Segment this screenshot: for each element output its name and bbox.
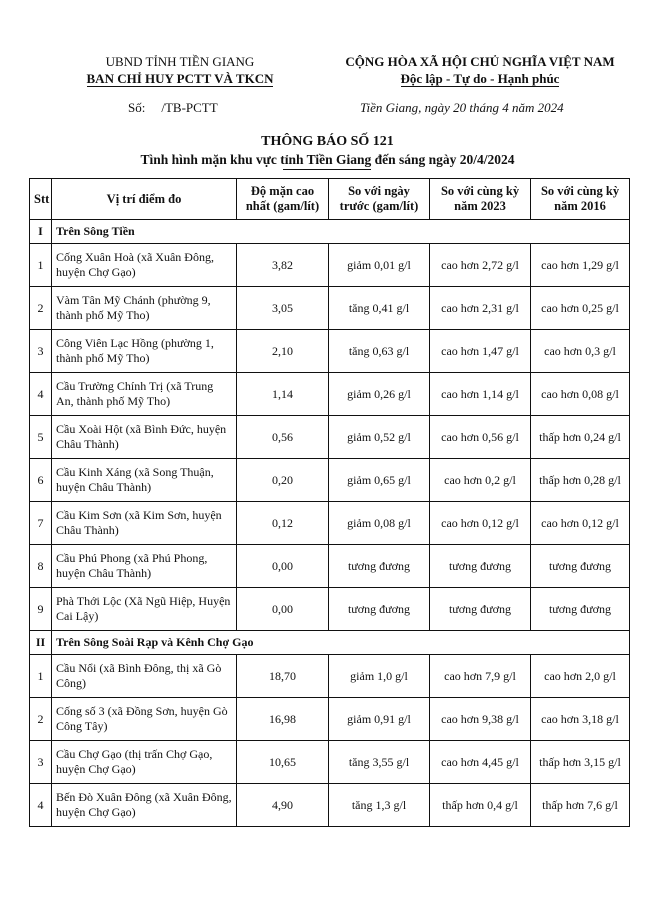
cell-location: Cầu Chợ Gạo (thị trấn Chợ Gạo, huyện Chợ Gạo) bbox=[52, 741, 237, 784]
cell-vs-prev: giảm 0,26 g/l bbox=[329, 373, 430, 416]
cell-salinity: 16,98 bbox=[237, 698, 329, 741]
cell-vs-2023: cao hơn 0,56 g/l bbox=[430, 416, 531, 459]
cell-vs-2016: thấp hơn 3,15 g/l bbox=[531, 741, 630, 784]
cell-location: Phà Thới Lộc (Xã Ngũ Hiệp, Huyện Cai Lậy) bbox=[52, 588, 237, 631]
cell-salinity: 3,82 bbox=[237, 244, 329, 287]
header-stt: Stt bbox=[30, 179, 52, 220]
cell-vs-2023: cao hơn 7,9 g/l bbox=[430, 655, 531, 698]
national-name: CỘNG HÒA XÃ HỘI CHỦ NGHĨA VIỆT NAM bbox=[345, 54, 615, 69]
header-vs-prev: So với ngày trước (gam/lít) bbox=[329, 179, 430, 220]
cell-salinity: 18,70 bbox=[237, 655, 329, 698]
cell-vs-2023: cao hơn 2,31 g/l bbox=[430, 287, 531, 330]
header-location: Vị trí điểm đo bbox=[52, 179, 237, 220]
cell-vs-2023: thấp hơn 0,4 g/l bbox=[430, 784, 531, 827]
table-row bbox=[30, 416, 630, 459]
section-name: Trên Sông Tiền bbox=[52, 220, 630, 244]
cell-stt: 2 bbox=[30, 698, 52, 741]
cell-stt: 2 bbox=[30, 287, 52, 330]
national-motto: Độc lập - Tự do - Hạnh phúc bbox=[400, 71, 560, 86]
cell-location: Cầu Kim Sơn (xã Kim Sơn, huyện Châu Thành) bbox=[52, 502, 237, 545]
cell-vs-prev: tăng 0,41 g/l bbox=[329, 287, 430, 330]
header-vs-2016: So với cùng kỳ năm 2016 bbox=[531, 179, 630, 220]
cell-vs-prev: tăng 0,63 g/l bbox=[329, 330, 430, 373]
cell-vs-2016: thấp hơn 0,24 g/l bbox=[531, 416, 630, 459]
cell-vs-prev: giảm 0,91 g/l bbox=[329, 698, 430, 741]
cell-vs-2023: cao hơn 0,12 g/l bbox=[430, 502, 531, 545]
cell-vs-prev: tăng 3,55 g/l bbox=[329, 741, 430, 784]
document-number bbox=[128, 100, 218, 116]
cell-vs-2016: cao hơn 0,25 g/l bbox=[531, 287, 630, 330]
cell-vs-2023: cao hơn 0,2 g/l bbox=[430, 459, 531, 502]
cell-location: Công Viên Lạc Hồng (phường 1, thành phố Mỹ Tho) bbox=[52, 330, 237, 373]
cell-vs-2016: thấp hơn 7,6 g/l bbox=[531, 784, 630, 827]
cell-vs-2016: cao hơn 3,18 g/l bbox=[531, 698, 630, 741]
table-row bbox=[30, 244, 630, 287]
cell-vs-prev: tăng 1,3 g/l bbox=[329, 784, 430, 827]
cell-vs-2016: cao hơn 2,0 g/l bbox=[531, 655, 630, 698]
cell-vs-prev: tương đương bbox=[329, 588, 430, 631]
org-department: BAN CHỈ HUY PCTT VÀ TKCN bbox=[86, 71, 274, 86]
cell-location: Cống số 3 (xã Đồng Sơn, huyện Gò Công Tây) bbox=[52, 698, 237, 741]
cell-salinity: 0,20 bbox=[237, 459, 329, 502]
cell-vs-2023: tương đương bbox=[430, 588, 531, 631]
table-row bbox=[30, 698, 630, 741]
cell-location: Cầu Nổi (xã Bình Đông, thị xã Gò Công) bbox=[52, 655, 237, 698]
cell-stt: 3 bbox=[30, 330, 52, 373]
table-row bbox=[30, 287, 630, 330]
cell-stt: 5 bbox=[30, 416, 52, 459]
section-row bbox=[30, 631, 630, 655]
cell-stt: 4 bbox=[30, 373, 52, 416]
table-row bbox=[30, 459, 630, 502]
table-row bbox=[30, 502, 630, 545]
cell-vs-2023: cao hơn 9,38 g/l bbox=[430, 698, 531, 741]
subtitle-underline bbox=[283, 169, 371, 170]
cell-location: Vàm Tân Mỹ Chánh (phường 9, thành phố Mỹ Tho) bbox=[52, 287, 237, 330]
cell-location: Cầu Xoài Hột (xã Bình Đức, huyện Châu Thành) bbox=[52, 416, 237, 459]
cell-salinity: 0,56 bbox=[237, 416, 329, 459]
section-name: Trên Sông Soài Rạp và Kênh Chợ Gạo bbox=[52, 631, 630, 655]
section-row bbox=[30, 220, 630, 244]
cell-stt: 9 bbox=[30, 588, 52, 631]
cell-vs-2023: cao hơn 1,47 g/l bbox=[430, 330, 531, 373]
cell-stt: 8 bbox=[30, 545, 52, 588]
document-number-value: /TB-PCTT bbox=[161, 100, 218, 115]
cell-stt: 1 bbox=[30, 655, 52, 698]
cell-salinity: 2,10 bbox=[237, 330, 329, 373]
table-row bbox=[30, 330, 630, 373]
document-number-label: Số: bbox=[128, 100, 146, 115]
cell-vs-prev: giảm 0,65 g/l bbox=[329, 459, 430, 502]
org-name: UBND TỈNH TIỀN GIANG bbox=[105, 54, 255, 69]
cell-vs-prev: tương đương bbox=[329, 545, 430, 588]
table-row bbox=[30, 588, 630, 631]
cell-stt: 3 bbox=[30, 741, 52, 784]
cell-salinity: 0,00 bbox=[237, 545, 329, 588]
cell-stt: 6 bbox=[30, 459, 52, 502]
cell-salinity: 3,05 bbox=[237, 287, 329, 330]
cell-vs-2016: cao hơn 0,12 g/l bbox=[531, 502, 630, 545]
cell-stt: 1 bbox=[30, 244, 52, 287]
section-number: I bbox=[30, 220, 52, 244]
cell-vs-prev: giảm 0,08 g/l bbox=[329, 502, 430, 545]
national-motto-block bbox=[320, 53, 640, 87]
cell-vs-prev: giảm 0,01 g/l bbox=[329, 244, 430, 287]
cell-vs-2016: tương đương bbox=[531, 545, 630, 588]
cell-vs-2016: thấp hơn 0,28 g/l bbox=[531, 459, 630, 502]
cell-vs-2023: cao hơn 4,45 g/l bbox=[430, 741, 531, 784]
cell-vs-prev: giảm 0,52 g/l bbox=[329, 416, 430, 459]
cell-vs-2016: cao hơn 1,29 g/l bbox=[531, 244, 630, 287]
table-row bbox=[30, 545, 630, 588]
salinity-table bbox=[29, 178, 630, 827]
cell-salinity: 10,65 bbox=[237, 741, 329, 784]
cell-vs-2016: cao hơn 0,08 g/l bbox=[531, 373, 630, 416]
section-number: II bbox=[30, 631, 52, 655]
cell-vs-2023: cao hơn 1,14 g/l bbox=[430, 373, 531, 416]
table-row bbox=[30, 655, 630, 698]
table-row bbox=[30, 741, 630, 784]
issuer-block bbox=[50, 53, 310, 87]
document-subtitle: Tình hình mặn khu vực tỉnh Tiền Giang đến sáng ngày 20/4/2024 bbox=[140, 152, 515, 167]
header-vs-2023: So với cùng kỳ năm 2023 bbox=[430, 179, 531, 220]
document-title: THÔNG BÁO SỐ 121 bbox=[261, 134, 394, 149]
cell-location: Cống Xuân Hoà (xã Xuân Đông, huyện Chợ Gạo) bbox=[52, 244, 237, 287]
cell-location: Bến Đò Xuân Đông (xã Xuân Đông, huyện Chợ Gạo) bbox=[52, 784, 237, 827]
cell-stt: 4 bbox=[30, 784, 52, 827]
table-body bbox=[30, 220, 630, 827]
cell-location: Cầu Kinh Xáng (xã Song Thuận, huyện Châu Thành) bbox=[52, 459, 237, 502]
cell-location: Cầu Trường Chính Trị (xã Trung An, thành phố Mỹ Tho) bbox=[52, 373, 237, 416]
cell-vs-2023: cao hơn 2,72 g/l bbox=[430, 244, 531, 287]
header-salinity: Độ mặn cao nhất (gam/lít) bbox=[237, 179, 329, 220]
cell-salinity: 4,90 bbox=[237, 784, 329, 827]
table-row bbox=[30, 784, 630, 827]
cell-stt: 7 bbox=[30, 502, 52, 545]
table-header-row bbox=[30, 179, 630, 220]
document-date: Tiền Giang, ngày 20 tháng 4 năm 2024 bbox=[360, 100, 564, 115]
cell-salinity: 0,12 bbox=[237, 502, 329, 545]
table-row bbox=[30, 373, 630, 416]
cell-salinity: 0,00 bbox=[237, 588, 329, 631]
cell-vs-prev: giảm 1,0 g/l bbox=[329, 655, 430, 698]
cell-vs-2016: tương đương bbox=[531, 588, 630, 631]
cell-vs-2016: cao hơn 0,3 g/l bbox=[531, 330, 630, 373]
cell-vs-2023: tương đương bbox=[430, 545, 531, 588]
cell-salinity: 1,14 bbox=[237, 373, 329, 416]
cell-location: Cầu Phú Phong (xã Phú Phong, huyện Châu Thành) bbox=[52, 545, 237, 588]
